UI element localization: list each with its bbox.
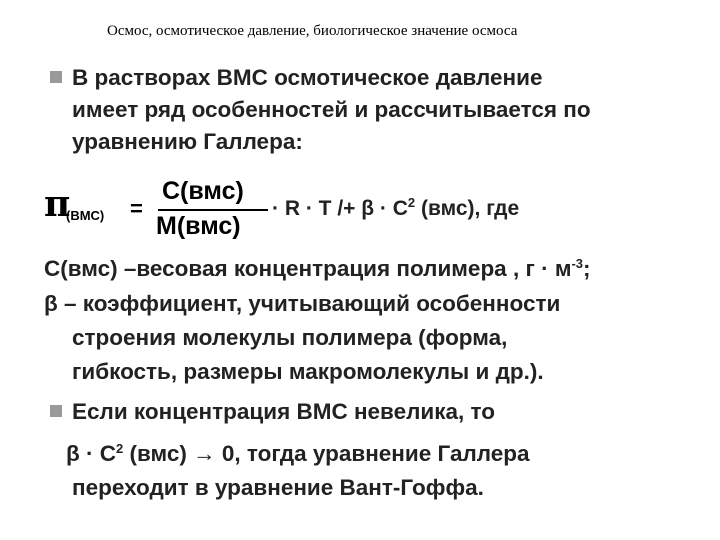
- pi-subscript: (ВМС): [66, 208, 105, 223]
- galler-equation: [44, 178, 684, 248]
- equals-sign: =: [130, 196, 143, 221]
- fraction-numerator: С(вмс): [162, 177, 244, 205]
- bullet-1-line-3: уравнению Галлера:: [72, 129, 303, 154]
- bullet-2-line-3: переходит в уравнение Вант-Гоффа.: [72, 475, 484, 500]
- definition-beta-line-3: гибкость, размеры макромолекулы и др.).: [72, 359, 544, 384]
- definition-c-line: [44, 253, 591, 285]
- fraction-denominator: М(вмс): [156, 212, 241, 240]
- bullet-2-line-2: [66, 438, 530, 470]
- bullet-1-line-2: имеет ряд особенностей и рассчитывается по: [72, 97, 591, 122]
- formula-remainder: [272, 196, 519, 222]
- bullet-2-line-2-tail: (вмс) → 0, тогда уравнение Галлера: [123, 441, 530, 466]
- definition-beta-line-1: β – коэффициент, учитывающий особенности: [44, 291, 561, 316]
- bullet-2-line-2-text: β · C: [66, 441, 116, 466]
- definition-beta-line-2: строения молекулы полимера (форма,: [72, 325, 508, 350]
- definition-c-superscript: -3: [571, 256, 584, 271]
- definition-c-tail: ;: [583, 256, 591, 281]
- bullet-2-superscript: 2: [115, 441, 124, 456]
- formula-rest-text: · R · T /+ β · C: [272, 197, 408, 220]
- pi-symbol: π: [44, 183, 71, 225]
- bullet-2-line-1: Если концентрация ВМС невелика, то: [72, 399, 495, 424]
- bullet-marker-1: [50, 71, 62, 83]
- formula-rest-tail: (вмс), где: [415, 197, 520, 220]
- definition-c-text: С(вмс) –весовая концентрация полимера , г · м: [44, 256, 572, 281]
- formula-rest-superscript: 2: [407, 195, 416, 210]
- slide-title: Осмос, осмотическое давление, биологическое значение осмоса: [107, 23, 518, 39]
- bullet-marker-2: [50, 405, 62, 417]
- bullet-1-line-1: В растворах ВМС осмотическое давление: [72, 65, 543, 90]
